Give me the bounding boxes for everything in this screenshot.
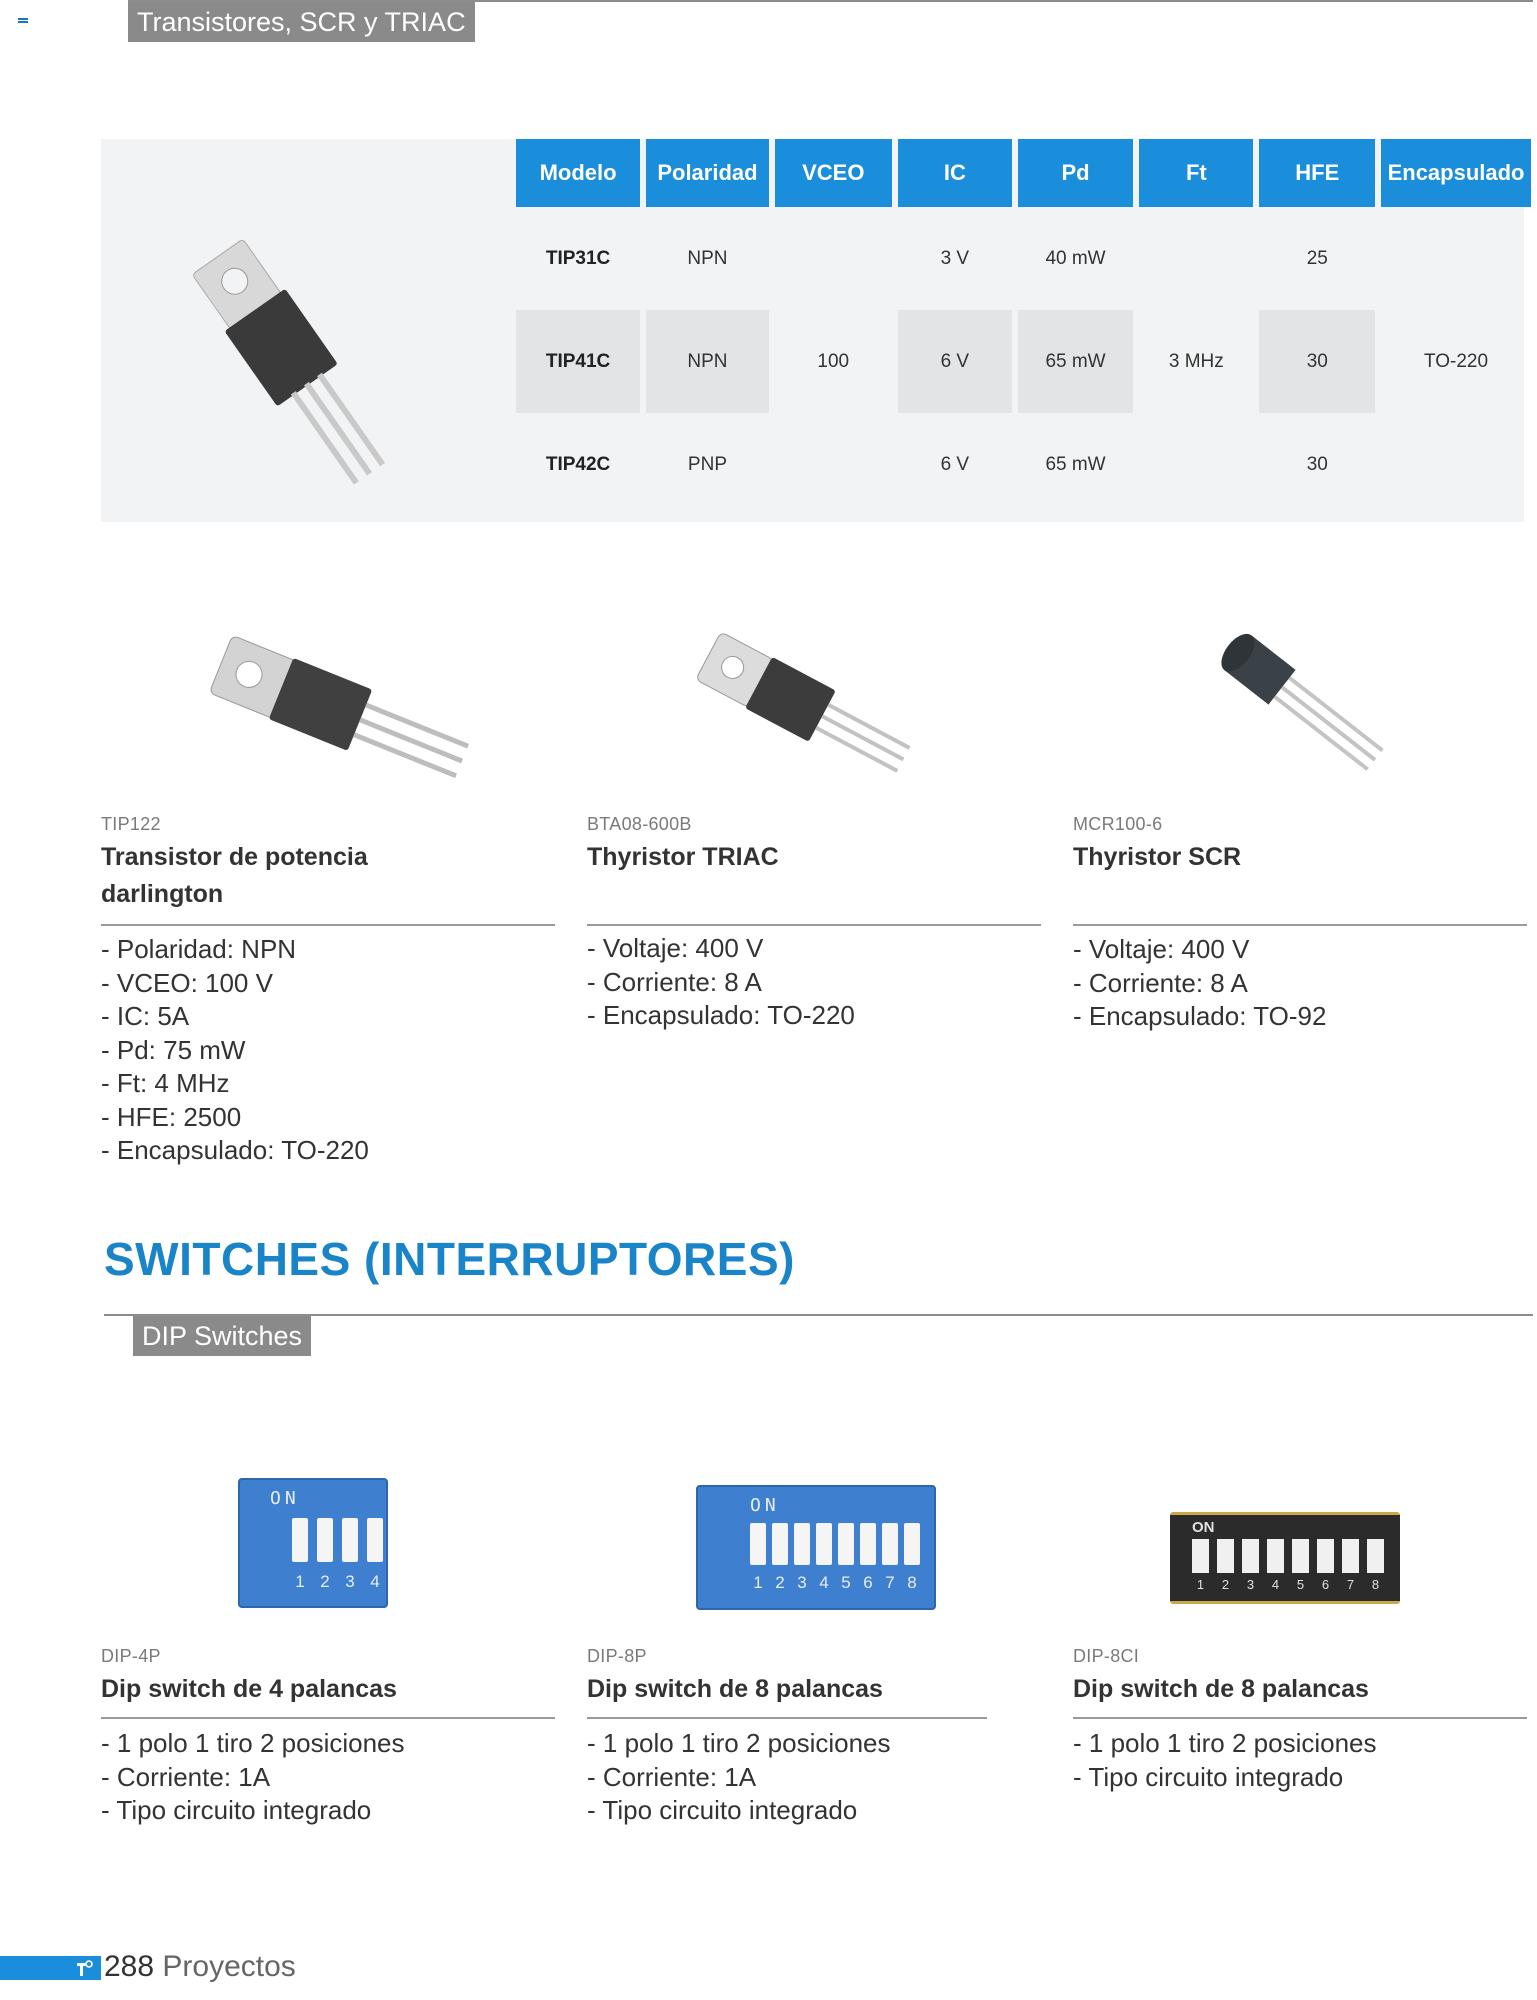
feature-list bbox=[1073, 1727, 1377, 1794]
spec-table bbox=[510, 139, 1537, 516]
tip122-photo bbox=[190, 625, 470, 795]
feature-item: - IC: 5A bbox=[101, 1001, 190, 1031]
feature-list bbox=[587, 1727, 891, 1828]
feature-item: - Encapsulado: TO-220 bbox=[101, 1135, 369, 1165]
corner-mark bbox=[18, 18, 28, 26]
product-title: Thyristor SCR bbox=[1073, 843, 1242, 871]
product-divider bbox=[1073, 1717, 1527, 1719]
col-header: IC bbox=[898, 139, 1012, 207]
product-title: Dip switch de 8 palancas bbox=[587, 1675, 883, 1703]
feature-item: - Tipo circuito integrado bbox=[101, 1795, 372, 1825]
feature-item: - Tipo circuito integrado bbox=[1073, 1761, 1344, 1792]
transistor-to220-photo bbox=[101, 139, 512, 522]
table-row bbox=[516, 413, 1531, 516]
cell-hfe: 30 bbox=[1306, 453, 1328, 475]
product-code: DIP-4P bbox=[101, 1646, 161, 1666]
page-section: Proyectos bbox=[162, 1950, 296, 1983]
feature-item: - Corriente: 8 A bbox=[1073, 967, 1248, 998]
feature-item: - Tipo circuito integrado bbox=[587, 1795, 858, 1825]
feature-item: - Voltaje: 400 V bbox=[1073, 934, 1250, 964]
cell-ic: 3 V bbox=[940, 247, 970, 269]
product-divider bbox=[101, 1717, 555, 1719]
dip-number: 4 bbox=[1271, 1577, 1280, 1592]
feature-item: - Corriente: 8 A bbox=[587, 966, 762, 997]
product-title: Dip switch de 8 palancas bbox=[1073, 1675, 1369, 1703]
feature-item: - HFE: 2500 bbox=[101, 1101, 242, 1132]
dip-number: 4 bbox=[819, 1573, 829, 1592]
feature-list bbox=[101, 1727, 405, 1828]
section-tag: Transistores, SCR y TRIAC bbox=[128, 2, 475, 42]
product-code: MCR100-6 bbox=[1073, 814, 1163, 834]
cell-modelo: TIP42C bbox=[545, 453, 611, 475]
cell-vceo: 100 bbox=[817, 350, 850, 372]
product-title: Dip switch de 4 palancas bbox=[101, 1675, 397, 1703]
dip-on-label: ON bbox=[270, 1488, 300, 1509]
dip4-photo bbox=[238, 1478, 388, 1608]
feature-item: - Pd: 75 mW bbox=[101, 1034, 246, 1065]
dip-number: 5 bbox=[1296, 1577, 1305, 1592]
cell-hfe: 25 bbox=[1306, 247, 1328, 269]
cell-polaridad: NPN bbox=[687, 247, 728, 269]
product-title: Thyristor TRIAC bbox=[587, 843, 779, 871]
dip-number: 6 bbox=[863, 1573, 873, 1592]
col-header: Pd bbox=[1018, 139, 1133, 207]
dip-number: 1 bbox=[295, 1572, 305, 1591]
col-header: Modelo bbox=[516, 139, 640, 207]
cell-encapsulado: TO-220 bbox=[1424, 350, 1489, 372]
dip-number: 1 bbox=[1196, 1577, 1205, 1592]
cell-modelo: TIP31C bbox=[545, 247, 611, 269]
product-code: TIP122 bbox=[101, 814, 161, 834]
dip8-photo bbox=[696, 1485, 936, 1610]
section-divider bbox=[104, 1314, 1533, 1316]
product-code: BTA08-600B bbox=[587, 814, 692, 834]
col-header: VCEO bbox=[775, 139, 892, 207]
page-number-value: 288 bbox=[104, 1950, 155, 1983]
table-row bbox=[516, 207, 1531, 310]
feature-item: - Polaridad: NPN bbox=[101, 934, 297, 964]
dip-number: 7 bbox=[885, 1573, 895, 1592]
cell-polaridad: NPN bbox=[646, 310, 769, 413]
col-header: Encapsulado bbox=[1381, 139, 1531, 207]
cell-polaridad: PNP bbox=[687, 453, 727, 475]
dip-number: 6 bbox=[1321, 1577, 1330, 1592]
feature-item: - VCEO: 100 V bbox=[101, 967, 273, 998]
cell-ic: 6 V bbox=[898, 310, 1012, 413]
cell-ic: 6 V bbox=[940, 453, 970, 475]
dip-on-label: ON bbox=[750, 1495, 780, 1516]
dip-on-label: ON bbox=[1192, 1519, 1215, 1536]
feature-item: - Ft: 4 MHz bbox=[101, 1068, 230, 1098]
col-header: HFE bbox=[1259, 139, 1375, 207]
feature-list bbox=[1073, 933, 1326, 1034]
dip-number: 2 bbox=[775, 1573, 785, 1592]
product-divider bbox=[587, 1717, 987, 1719]
dip-number: 2 bbox=[1221, 1577, 1230, 1592]
feature-item: - Corriente: 1A bbox=[587, 1761, 757, 1792]
product-divider bbox=[587, 924, 1041, 926]
product-divider bbox=[101, 924, 555, 926]
feature-item: - 1 polo 1 tiro 2 posiciones bbox=[587, 1728, 891, 1758]
feature-item: - Encapsulado: TO-220 bbox=[587, 1000, 855, 1030]
dip-number: 5 bbox=[841, 1573, 851, 1592]
feature-item: - Voltaje: 400 V bbox=[587, 933, 764, 963]
col-header: Ft bbox=[1139, 139, 1253, 207]
switches-section-title: SWITCHES (INTERRUPTORES) bbox=[104, 1233, 795, 1285]
dip8ci-photo bbox=[1170, 1512, 1400, 1604]
product-code: DIP-8CI bbox=[1073, 1646, 1140, 1666]
feature-item: - 1 polo 1 tiro 2 posiciones bbox=[101, 1728, 405, 1758]
product-divider bbox=[1073, 924, 1527, 926]
cell-modelo: TIP41C bbox=[516, 310, 640, 413]
tools-icon bbox=[74, 1958, 94, 1978]
table-row bbox=[516, 310, 1531, 413]
feature-item: - Encapsulado: TO-92 bbox=[1073, 1001, 1327, 1031]
page-number bbox=[104, 1950, 296, 1984]
dip-number: 8 bbox=[1371, 1577, 1380, 1592]
section-tag: DIP Switches bbox=[133, 1316, 311, 1356]
dip-number: 1 bbox=[753, 1573, 763, 1592]
mcr100-photo bbox=[1200, 625, 1400, 795]
dip-number: 8 bbox=[907, 1573, 917, 1592]
feature-item: - 1 polo 1 tiro 2 posiciones bbox=[1073, 1728, 1377, 1758]
cell-pd: 65 mW bbox=[1045, 453, 1106, 475]
cell-ft: 3 MHz bbox=[1168, 350, 1224, 372]
product-code: DIP-8P bbox=[587, 1646, 647, 1666]
product-title: Transistor de potencia darlington bbox=[101, 843, 368, 908]
dip-number: 3 bbox=[345, 1572, 355, 1591]
feature-item: - Corriente: 1A bbox=[101, 1761, 271, 1792]
dip-number: 3 bbox=[1246, 1577, 1255, 1592]
col-header: Polaridad bbox=[646, 139, 769, 207]
cell-pd: 65 mW bbox=[1018, 310, 1133, 413]
cell-pd: 40 mW bbox=[1045, 247, 1106, 269]
dip-number: 2 bbox=[320, 1572, 330, 1591]
dip-number: 4 bbox=[370, 1572, 380, 1591]
feature-list bbox=[587, 932, 855, 1033]
cell-hfe: 30 bbox=[1259, 310, 1375, 413]
dip-number: 7 bbox=[1346, 1577, 1355, 1592]
dip-number: 3 bbox=[797, 1573, 807, 1592]
feature-list bbox=[101, 933, 369, 1168]
bta08-photo bbox=[680, 630, 920, 780]
